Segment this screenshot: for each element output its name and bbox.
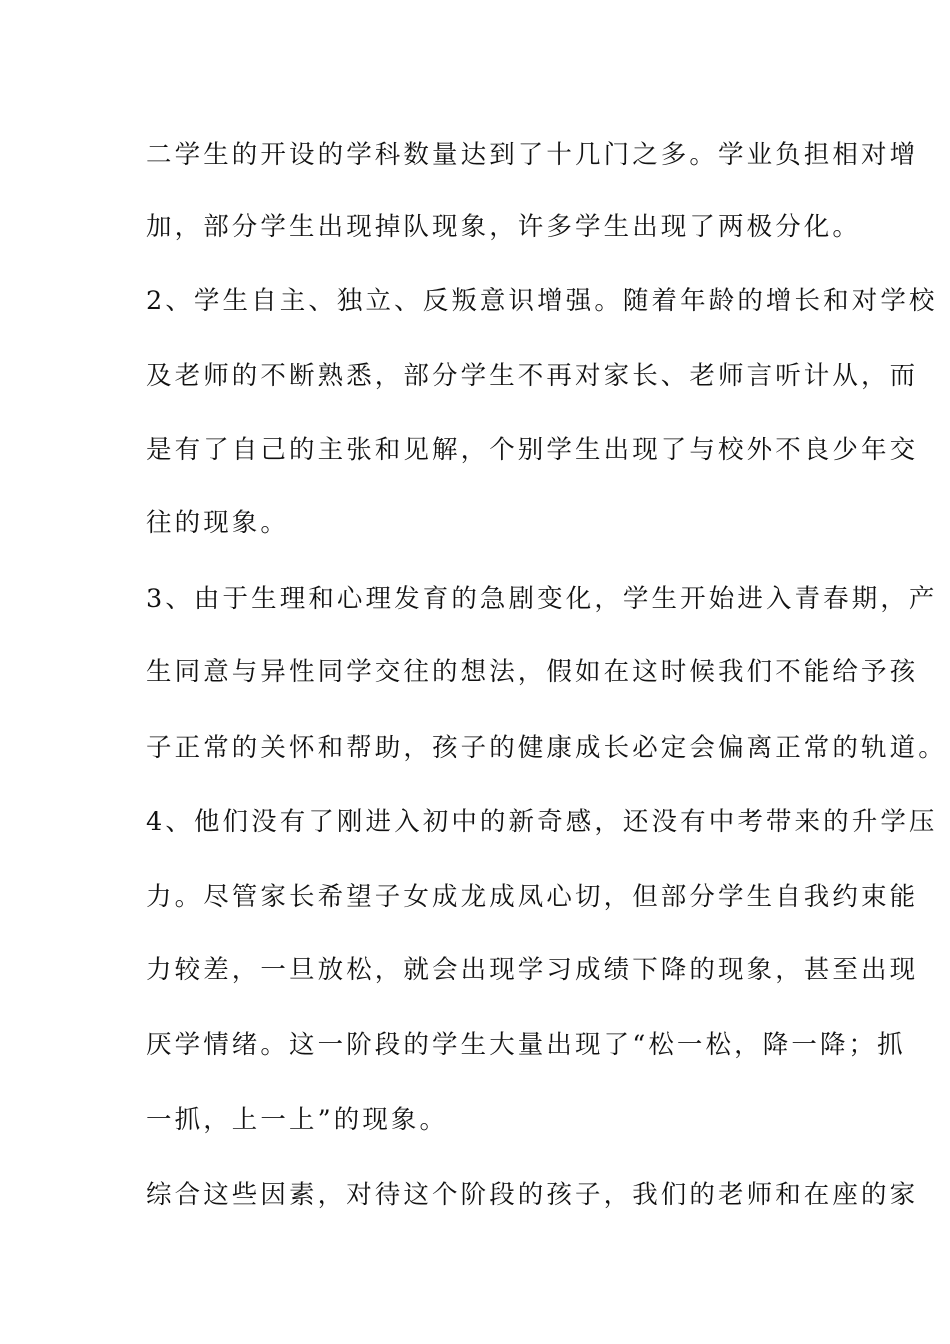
text-line: 力。尽管家长希望子女成龙成凤心切，但部分学生自我约束能 xyxy=(146,882,919,912)
text-line: 二学生的开设的学科数量达到了十几门之多。学业负担相对增 xyxy=(146,140,919,170)
text-line: 厌学情绪。这一阶段的学生大量出现了“松一松，降一降；抓 xyxy=(146,1030,906,1060)
text-line: 子正常的关怀和帮助，孩子的健康成长必定会偏离正常的轨道。 xyxy=(146,733,947,763)
text-line: 3、由于生理和心理发育的急剧变化，学生开始进入青春期，产 xyxy=(146,584,938,614)
text-line: 2、学生自主、独立、反叛意识增强。随着年龄的增长和对学校 xyxy=(146,286,938,316)
text-line: 往的现象。 xyxy=(146,508,290,538)
text-line: 力较差，一旦放松，就会出现学习成绩下降的现象，甚至出现 xyxy=(146,955,919,985)
text-line: 4、他们没有了刚进入初中的新奇感，还没有中考带来的升学压 xyxy=(146,807,938,837)
text-line: 加，部分学生出现掉队现象，许多学生出现了两极分化。 xyxy=(146,212,862,242)
text-line: 是有了自己的主张和见解，个别学生出现了与校外不良少年交 xyxy=(146,435,919,465)
text-line: 综合这些因素，对待这个阶段的孩子，我们的老师和在座的家 xyxy=(146,1180,919,1210)
text-line: 生同意与异性同学交往的想法，假如在这时候我们不能给予孩 xyxy=(146,657,919,687)
text-line: 及老师的不断熟悉，部分学生不再对家长、老师言听计从，而 xyxy=(146,361,919,391)
text-line: 一抓，上一上”的现象。 xyxy=(146,1105,449,1135)
